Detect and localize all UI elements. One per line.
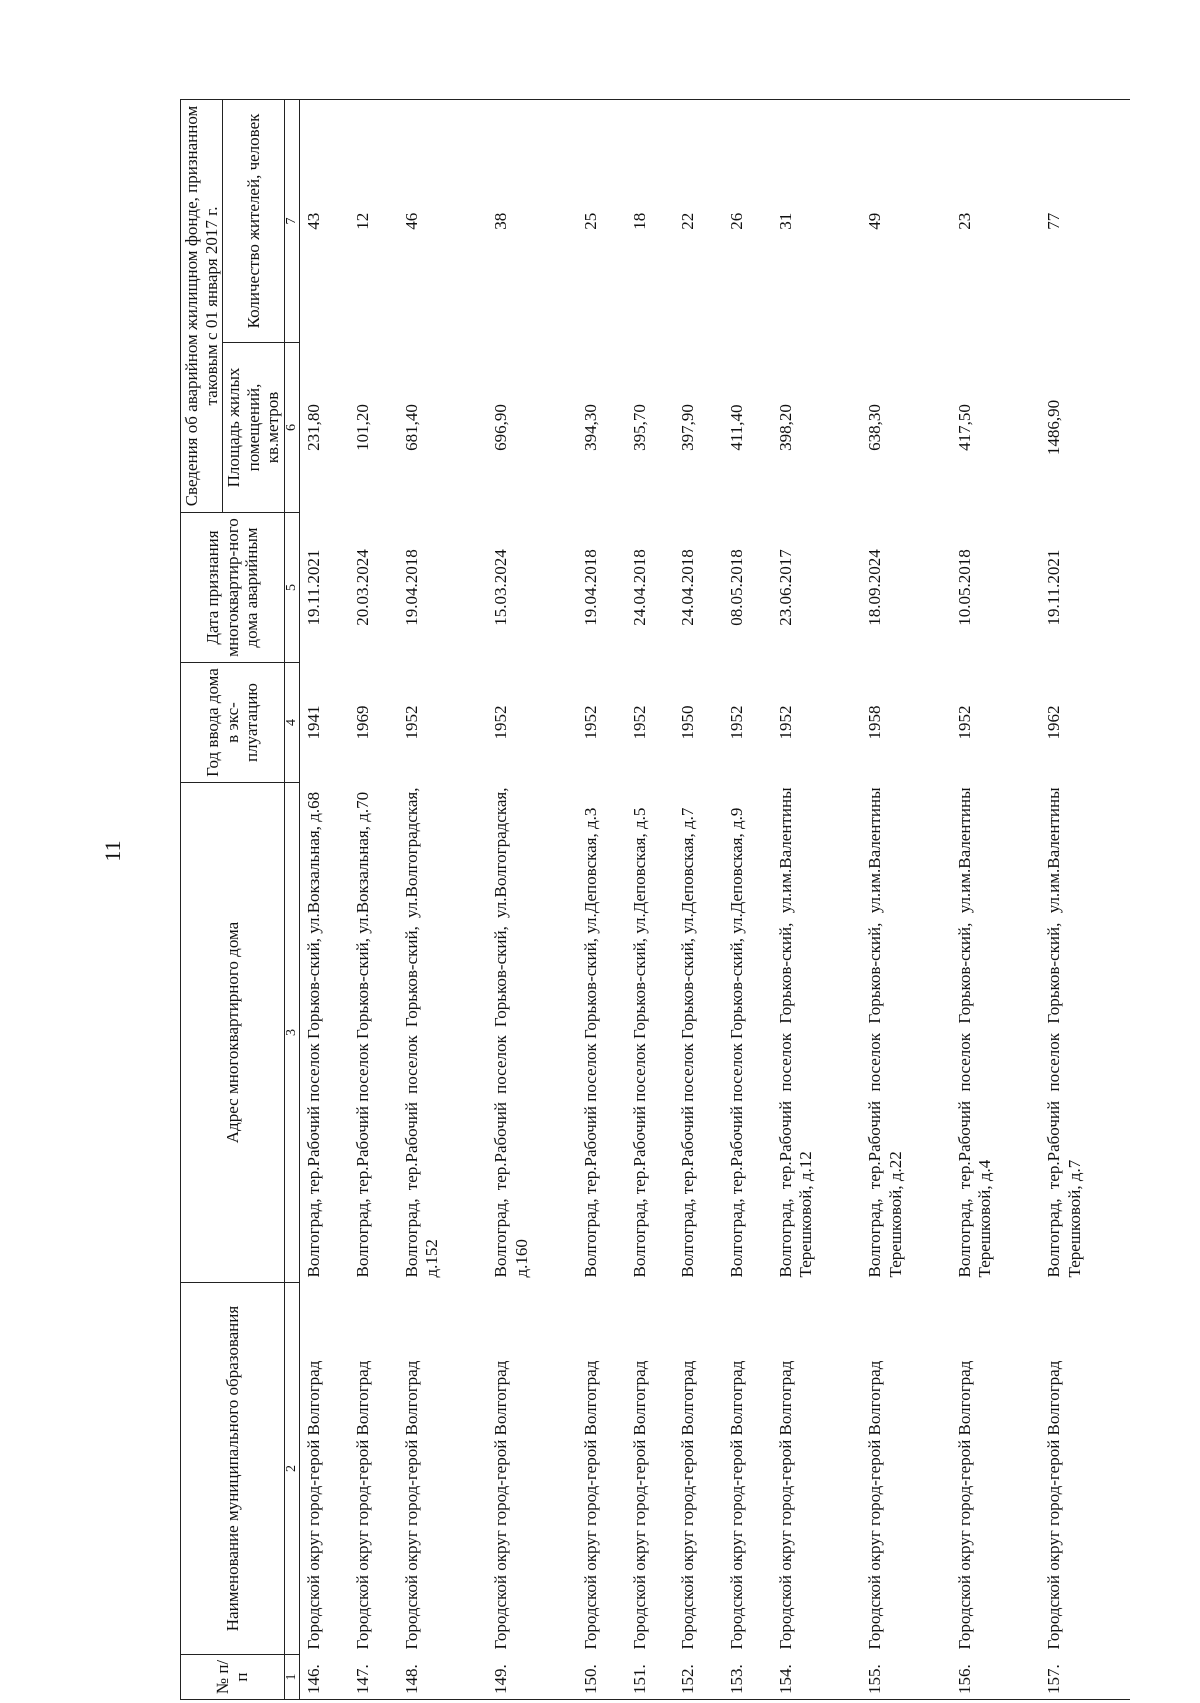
year-cell: 1952 xyxy=(491,705,511,740)
municipality-cell: Городской округ город-герой Волгоград xyxy=(629,1360,649,1650)
address-cell: Волгоград, тер.Рабочий поселок Горьков-ский, ул.Деповская, д.3 xyxy=(580,807,600,1278)
year-cell: 1969 xyxy=(352,705,372,740)
column-number: 3 xyxy=(284,783,299,1283)
page-number: 11 xyxy=(100,840,125,862)
residents-cell: 18 xyxy=(626,99,675,342)
row-number: 156. xyxy=(951,1655,1041,1700)
table-row xyxy=(861,99,951,1699)
address-cell: Волгоград, тер.Рабочий поселок Горьков-ский, ул.Вокзальная, д.70 xyxy=(352,791,372,1278)
address-cell: Волгоград, тер.Рабочий поселок Горьков-ский, ул.им.Валентины Терешковой, д.12 xyxy=(775,787,816,1278)
column-number: 2 xyxy=(284,1283,299,1655)
year-cell: 1952 xyxy=(727,705,747,740)
row-number: 147. xyxy=(349,1655,398,1700)
emergency-housing-table xyxy=(180,99,1130,1700)
row-number: 152. xyxy=(674,1655,723,1700)
table-row xyxy=(577,99,626,1699)
area-cell: 1486,90 xyxy=(1044,399,1064,456)
residents-cell: 26 xyxy=(723,99,772,342)
residents-cell: 22 xyxy=(674,99,723,342)
header-no: № п/п xyxy=(181,1655,285,1700)
header-year: Год ввода дома в экс-плуатацию xyxy=(181,663,285,783)
residents-cell: 31 xyxy=(772,99,862,342)
row-number: 146. xyxy=(299,1655,349,1700)
column-number: 6 xyxy=(284,343,299,513)
date-cell: 18.09.2024 xyxy=(865,549,885,626)
date-cell: 19.11.2021 xyxy=(303,549,323,626)
municipality-cell: Городской округ город-герой Волгоград xyxy=(491,1360,511,1650)
residents-cell: 38 xyxy=(487,99,577,342)
address-cell: Волгоград, тер.Рабочий поселок Горьков-ский, ул.им.Валентины Терешковой, д.22 xyxy=(865,787,905,1278)
date-cell: 20.03.2024 xyxy=(352,549,372,626)
address-cell: Волгоград, тер.Рабочий поселок Горьков-ский, ул.Волгоградская, д.152 xyxy=(401,787,442,1278)
municipality-cell: Городской округ город-герой Волгоград xyxy=(954,1360,974,1650)
row-number: 148. xyxy=(398,1655,488,1700)
municipality-cell: Городской округ город-герой Волгоград xyxy=(352,1360,372,1650)
area-cell: 398,20 xyxy=(775,404,795,451)
year-cell: 1941 xyxy=(303,705,323,740)
area-cell: 681,40 xyxy=(401,404,421,451)
date-cell: 24.04.2018 xyxy=(629,549,649,626)
header-municipality: Наименование муниципального образования xyxy=(181,1283,285,1655)
date-cell: 08.05.2018 xyxy=(727,549,747,626)
municipality-cell: Городской округ город-герой Волгоград xyxy=(727,1360,747,1650)
area-cell: 411,40 xyxy=(727,404,747,451)
area-cell: 696,90 xyxy=(491,404,511,451)
residents-cell: 43 xyxy=(299,99,349,342)
header-area: Площадь жилых помещений, кв.метров xyxy=(223,343,285,513)
row-number: 149. xyxy=(487,1655,577,1700)
date-cell: 23.06.2017 xyxy=(775,549,795,626)
table-row xyxy=(299,99,349,1699)
date-cell: 10.05.2018 xyxy=(954,549,974,626)
municipality-cell: Городской округ город-герой Волгоград xyxy=(401,1360,421,1650)
area-cell: 394,30 xyxy=(580,404,600,451)
year-cell: 1952 xyxy=(775,705,795,740)
address-cell: Волгоград, тер.Рабочий поселок Горьков-ский, ул.им.Валентины Терешковой, д.4 xyxy=(954,787,995,1278)
area-cell: 101,20 xyxy=(352,404,372,451)
table-row xyxy=(723,99,772,1699)
table-row xyxy=(398,99,488,1699)
area-cell: 417,50 xyxy=(954,404,974,451)
date-cell: 15.03.2024 xyxy=(491,549,511,626)
column-number: 5 xyxy=(284,513,299,663)
residents-cell: 23 xyxy=(951,99,1041,342)
row-number: 153. xyxy=(723,1655,772,1700)
table-container xyxy=(180,100,1130,1700)
address-cell: Волгоград, тер.Рабочий поселок Горьков-ский, ул.Вокзальная, д.68 xyxy=(303,791,323,1278)
address-cell: Волгоград, тер.Рабочий поселок Горьков-ский, ул.им.Валентины Терешковой, д.7 xyxy=(1044,787,1084,1278)
residents-cell: 25 xyxy=(577,99,626,342)
year-cell: 1950 xyxy=(678,705,698,740)
row-number: 151. xyxy=(626,1655,675,1700)
residents-cell: 12 xyxy=(349,99,398,342)
area-cell: 231,80 xyxy=(303,404,323,451)
header-address: Адрес многоквартирного дома xyxy=(181,783,285,1283)
row-number: 150. xyxy=(577,1655,626,1700)
header-date: Дата признания многоквартир-ного дома аварийным xyxy=(181,513,285,663)
address-cell: Волгоград, тер.Рабочий поселок Горьков-ский, ул.Волгоградская, д.160 xyxy=(491,787,531,1278)
municipality-cell: Городской округ город-герой Волгоград xyxy=(678,1360,698,1650)
year-cell: 1952 xyxy=(954,705,974,740)
row-number: 157. xyxy=(1040,1655,1130,1700)
residents-cell: 49 xyxy=(861,99,951,342)
row-number: 155. xyxy=(861,1655,951,1700)
area-cell: 638,30 xyxy=(865,404,885,451)
address-cell: Волгоград, тер.Рабочий поселок Горьков-ский, ул.Деповская, д.9 xyxy=(727,807,747,1278)
year-cell: 1962 xyxy=(1044,705,1064,740)
header-residents: Количество жителей, человек xyxy=(223,99,285,342)
column-number: 4 xyxy=(284,663,299,783)
table-row xyxy=(674,99,723,1699)
address-cell: Волгоград, тер.Рабочий поселок Горьков-ский, ул.Деповская, д.7 xyxy=(678,807,698,1278)
column-number: 7 xyxy=(284,99,299,342)
table-row xyxy=(349,99,398,1699)
municipality-cell: Городской округ город-герой Волгоград xyxy=(865,1360,885,1650)
year-cell: 1952 xyxy=(629,705,649,740)
municipality-cell: Городской округ город-герой Волгоград xyxy=(1044,1360,1064,1650)
address-cell: Волгоград, тер.Рабочий поселок Горьков-ский, ул.Деповская, д.5 xyxy=(629,807,649,1278)
year-cell: 1952 xyxy=(401,705,421,740)
date-cell: 19.04.2018 xyxy=(401,549,421,626)
table-body xyxy=(299,99,1130,1699)
date-cell: 19.11.2021 xyxy=(1044,549,1064,626)
area-cell: 395,70 xyxy=(629,404,649,451)
table-row xyxy=(626,99,675,1699)
table-row xyxy=(1040,99,1130,1699)
header-group: Сведения об аварийном жилищном фонде, признанном таковым с 01 января 2017 г. xyxy=(181,99,223,512)
column-number: 1 xyxy=(284,1655,299,1700)
date-cell: 24.04.2018 xyxy=(678,549,698,626)
row-number: 154. xyxy=(772,1655,862,1700)
table-row xyxy=(487,99,577,1699)
residents-cell: 77 xyxy=(1040,99,1130,342)
residents-cell: 46 xyxy=(398,99,488,342)
municipality-cell: Городской округ город-герой Волгоград xyxy=(775,1360,795,1650)
municipality-cell: Городской округ город-герой Волгоград xyxy=(303,1360,323,1650)
date-cell: 19.04.2018 xyxy=(580,549,600,626)
table-row xyxy=(951,99,1041,1699)
year-cell: 1958 xyxy=(865,705,885,740)
year-cell: 1952 xyxy=(580,705,600,740)
municipality-cell: Городской округ город-герой Волгоград xyxy=(580,1360,600,1650)
area-cell: 397,90 xyxy=(678,404,698,451)
table-row xyxy=(772,99,862,1699)
